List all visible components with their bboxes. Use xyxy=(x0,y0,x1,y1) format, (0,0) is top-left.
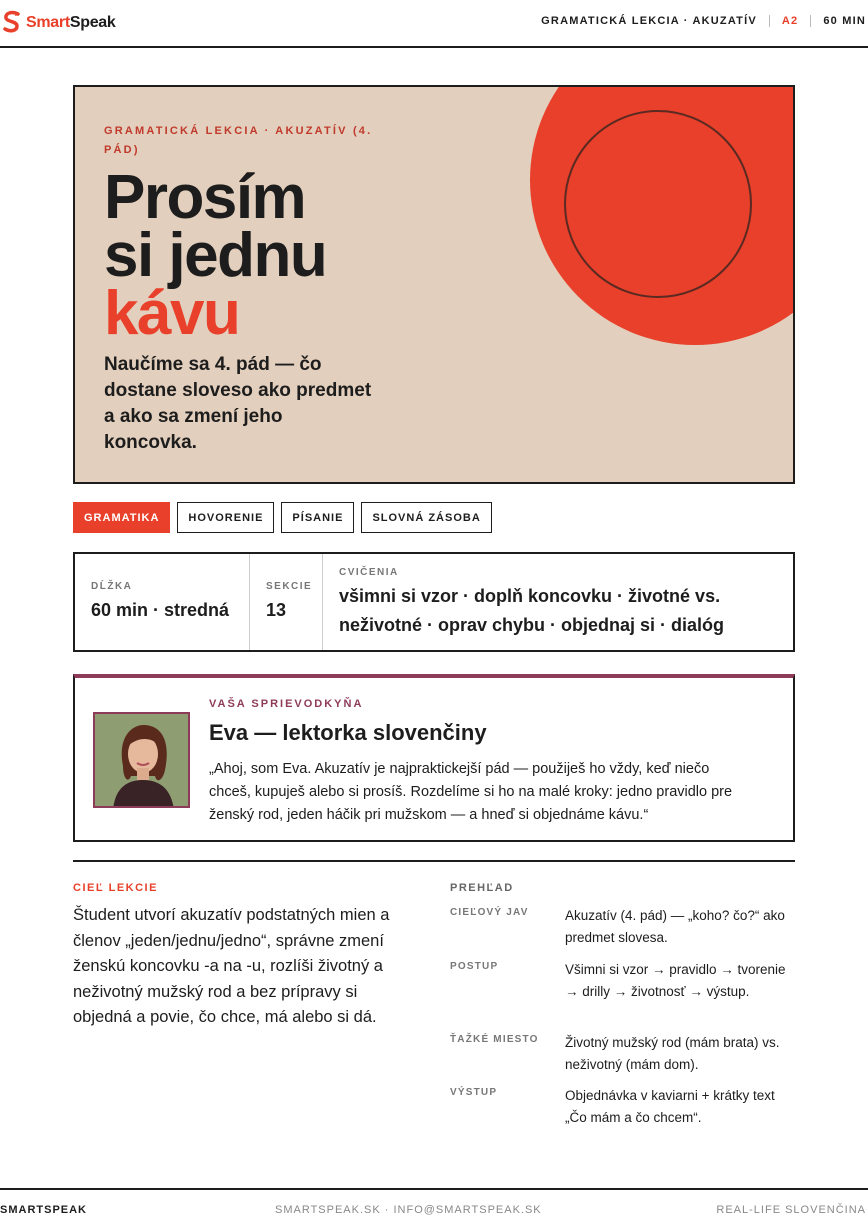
guide-card xyxy=(73,674,795,842)
meta-divider xyxy=(769,15,770,27)
section-divider xyxy=(73,860,795,862)
stat-label: SEKCIE xyxy=(266,581,313,592)
stat-sections xyxy=(250,554,323,650)
duration-badge: 60 MIN xyxy=(823,15,866,27)
footer-tagline: REAL-LIFE SLOVENČINA xyxy=(716,1204,866,1216)
meta-divider xyxy=(810,15,811,27)
guide-eyebrow: VAŠA SPRIEVODKYŇA xyxy=(209,698,364,710)
hero-eyebrow: GRAMATICKÁ LEKCIA · AKUZATÍV (4. PÁD) xyxy=(104,125,373,156)
level-badge: A2 xyxy=(781,15,799,27)
decorative-ring xyxy=(564,110,752,298)
skill-tags xyxy=(73,502,492,533)
tag-slovna-zasoba[interactable]: SLOVNÁ ZÁSOBA xyxy=(361,502,491,533)
lesson-meta xyxy=(541,15,866,27)
overview-key: CIEĽOVÝ JAV xyxy=(450,907,529,918)
stat-label: DĹŽKA xyxy=(91,581,133,592)
guide-title: Eva — lektorka slovenčiny xyxy=(209,720,487,745)
stat-duration xyxy=(75,554,250,650)
avatar-portrait-icon xyxy=(95,714,190,808)
smartspeak-logo-icon xyxy=(2,10,22,36)
stat-value: všimni si vzor · doplň koncovku · životné vs. neživotné · oprav chybu · objednaj si · dialóg xyxy=(339,586,725,635)
objective-label: CIEĽ LEKCIE xyxy=(73,882,158,894)
lesson-type: GRAMATICKÁ LEKCIA · AKUZATÍV xyxy=(541,15,757,27)
overview-value: Životný mužský rod (mám brata) vs. neživotný (mám dom). xyxy=(565,1035,780,1072)
hero-title-accent: kávu xyxy=(104,279,240,348)
tag-gramatika[interactable]: GRAMATIKA xyxy=(73,502,170,533)
brand-name: SmartSpeak xyxy=(26,14,116,31)
eva-avatar xyxy=(93,712,190,808)
overview-value: Objednávka v kaviarni + krátky text „Čo mám a čo chcem“. xyxy=(565,1088,775,1125)
brand-logo[interactable] xyxy=(2,10,116,36)
footer-brand: SMARTSPEAK xyxy=(0,1204,88,1216)
tag-pisanie[interactable]: PÍSANIE xyxy=(281,502,354,533)
overview-label: PREHĽAD xyxy=(450,882,514,894)
footer-contact-link[interactable]: SMARTSPEAK.SK · INFO@SMARTSPEAK.SK xyxy=(275,1204,542,1216)
hero-banner xyxy=(73,85,795,484)
stat-value: 60 min · stredná xyxy=(91,600,230,620)
objective-text: Študent utvorí akuzatív podstatných mien a členov „jeden/jednu/jedno“, správne zmení ženskú koncovku -a na -u, rozlíši životný a neživotný mužský rod a bez prípravy si objedná a povie, čo chce, má alebo si dá. xyxy=(73,906,390,1026)
page-footer xyxy=(0,1188,868,1228)
hero-subtitle: Naučíme sa 4. pád — čo dostane sloveso ako predmet a ako sa zmení jeho koncovka. xyxy=(104,354,372,453)
overview-key: VÝSTUP xyxy=(450,1087,498,1098)
overview-key: ŤAŽKÉ MIESTO xyxy=(450,1034,539,1045)
guide-quote: „Ahoj, som Eva. Akuzatív je najpraktickejší pád — použiješ ho vždy, keď niečo chceš, kupuješ alebo si prosíš. Rozdelíme si ho na malé kroky: jedno pravidlo pre ženský rod, jeden háčik pri mužskom — a hneď si objednáme kávu.“ xyxy=(209,761,733,823)
top-bar xyxy=(0,0,868,48)
hero-title-line: Prosím xyxy=(104,163,306,232)
overview-key: POSTUP xyxy=(450,961,499,972)
overview-value: Všimni si vzor → pravidlo → tvorenie → drilly → životnosť → výstup. xyxy=(565,962,786,999)
tag-hovorenie[interactable]: HOVORENIE xyxy=(177,502,274,533)
stat-label: CVIČENIA xyxy=(339,567,399,578)
lesson-stats xyxy=(73,552,795,652)
stat-exercises xyxy=(323,554,793,650)
stat-value: 13 xyxy=(266,600,287,620)
hero-title xyxy=(104,163,327,348)
hero-title-line: si jednu xyxy=(104,221,327,290)
overview-value: Akuzatív (4. pád) — „koho? čo?“ ako predmet slovesa. xyxy=(565,908,785,945)
